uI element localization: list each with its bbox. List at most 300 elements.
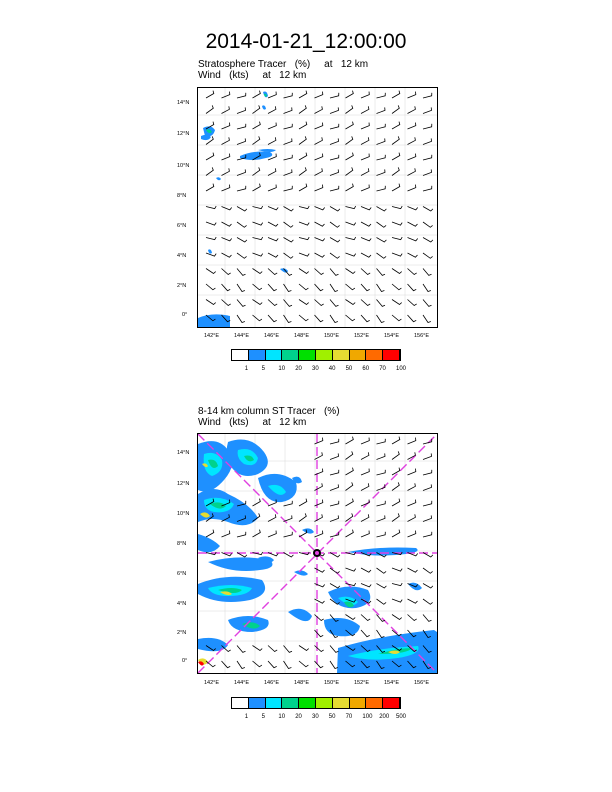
wind-barb: [408, 123, 416, 129]
wind-barb: [346, 451, 353, 459]
wind-barb: [361, 531, 369, 537]
wind-barb: [237, 238, 247, 243]
wind-barb: [284, 661, 292, 669]
tracer-patch: [302, 528, 314, 533]
wind-barb: [377, 107, 386, 113]
wind-barb: [361, 615, 370, 621]
wind-barb: [330, 269, 339, 276]
wind-barb: [392, 315, 401, 321]
wind-barbs: [206, 91, 433, 323]
wind-barb: [377, 501, 386, 506]
lon-label: 156°E: [414, 333, 430, 339]
wind-barb: [361, 568, 371, 572]
wind-barb: [346, 513, 353, 521]
wind-barb: [361, 137, 369, 144]
colorbar-2: [231, 697, 401, 709]
wind-barb: [392, 284, 401, 290]
wind-barb: [315, 438, 323, 444]
lat-label: 4°N: [177, 601, 187, 607]
colorbar-swatch: [366, 350, 383, 360]
wind-barb: [361, 123, 369, 129]
wind-barb: [330, 107, 339, 113]
colorbar-1: [231, 349, 401, 361]
panel2-title: 8-14 km column ST Tracer (%): [198, 406, 340, 417]
wind-barb: [222, 106, 230, 113]
wind-barb: [408, 438, 416, 444]
wind-barb: [361, 92, 369, 98]
wind-barb: [268, 238, 278, 241]
colorbar-label: 70: [345, 714, 353, 720]
wind-barb: [237, 222, 247, 227]
wind-barb: [408, 92, 416, 98]
wind-barb: [392, 206, 402, 209]
lat-label: 8°N: [177, 541, 187, 547]
wind-barb: [206, 269, 216, 274]
wind-barb: [423, 568, 433, 573]
tracer-patch: [262, 105, 266, 109]
wind-barb: [408, 615, 417, 621]
wind-barb: [299, 661, 308, 667]
wind-barb: [330, 470, 339, 475]
wind-barb: [315, 269, 324, 275]
wind-barb: [408, 168, 416, 175]
lon-label: 148°E: [294, 680, 310, 686]
wind-barb: [377, 138, 386, 144]
wind-barb: [423, 169, 432, 175]
wind-barb: [299, 499, 307, 506]
tracer-patch: [198, 534, 220, 552]
wind-barb: [330, 207, 340, 212]
wind-barb: [237, 253, 247, 258]
wind-barb: [253, 136, 260, 144]
wind-barb: [392, 269, 402, 274]
wind-barb: [299, 91, 307, 98]
tracer-patch: [216, 177, 221, 180]
colorbar-swatch: [383, 350, 400, 360]
wind-barb: [408, 185, 416, 191]
panel2-wind-title: Wind (kts) at 12 km: [198, 417, 307, 428]
wind-barb: [361, 630, 370, 637]
tracer-patch: [198, 314, 230, 327]
wind-barb: [346, 105, 353, 113]
wind-barb: [222, 137, 230, 144]
wind-barb: [315, 452, 323, 459]
colorbar-swatch: [249, 350, 266, 360]
lat-label: 2°N: [177, 283, 187, 289]
wind-barb: [299, 284, 308, 290]
lat-label: 6°N: [177, 571, 187, 577]
wind-barb: [377, 515, 386, 521]
wind-barb: [423, 155, 432, 160]
wind-barb: [361, 222, 371, 226]
colorbar-swatch: [350, 698, 367, 708]
colorbar-label: 50: [328, 714, 336, 720]
wind-barb: [377, 599, 387, 604]
wind-barb: [361, 207, 371, 210]
wind-barb: [392, 122, 400, 129]
lon-label: 146°E: [264, 333, 280, 339]
panel1-wind-title: Wind (kts) at 12 km: [198, 70, 307, 81]
wind-barb: [408, 137, 416, 144]
wind-barb: [315, 584, 325, 587]
wind-barb: [206, 167, 213, 175]
wind-barb: [408, 106, 416, 113]
wind-barb: [330, 155, 339, 160]
wind-barb: [392, 468, 400, 475]
colorbar-swatch: [282, 350, 299, 360]
colorbar-label: 20: [295, 366, 302, 372]
wind-barb: [315, 568, 325, 572]
lat-label: 0°: [182, 312, 188, 318]
wind-barb: [408, 568, 418, 572]
wind-barb: [423, 207, 433, 212]
lon-label: 146°E: [264, 680, 280, 686]
tracer-patch: [288, 609, 312, 621]
wind-barb: [268, 106, 276, 113]
wind-barb: [315, 661, 324, 668]
wind-barb: [315, 92, 323, 98]
lat-label: 4°N: [177, 253, 187, 259]
lon-label: 148°E: [294, 333, 310, 339]
wind-barb: [346, 122, 354, 129]
wind-barb: [346, 482, 353, 490]
wind-barb: [346, 136, 353, 144]
colorbar-label: 200: [379, 714, 390, 720]
lon-label: 154°E: [384, 680, 400, 686]
wind-barb: [408, 315, 417, 322]
wind-barb: [299, 153, 307, 160]
wind-barb: [377, 300, 386, 307]
lat-label: 10°N: [177, 163, 190, 169]
lon-label: 156°E: [414, 680, 430, 686]
wind-barb: [206, 300, 216, 305]
wind-barb: [237, 269, 246, 276]
wind-barb: [346, 437, 354, 444]
wind-barb: [361, 168, 369, 175]
wind-barb: [237, 169, 246, 175]
wind-barb: [361, 106, 369, 113]
wind-barb: [315, 315, 324, 322]
wind-barb: [408, 599, 418, 603]
colorbar-swatch: [266, 350, 283, 360]
lat-label: 10°N: [177, 511, 190, 517]
wind-barb: [253, 315, 262, 321]
wind-barb: [253, 122, 261, 129]
wind-barb: [346, 315, 355, 321]
wind-barb: [299, 513, 306, 521]
wind-barb: [423, 269, 432, 276]
wind-barb: [315, 615, 324, 621]
wind-barb: [346, 499, 354, 506]
wind-barb: [423, 186, 432, 191]
wind-barb: [361, 253, 371, 257]
wind-barb: [330, 169, 339, 175]
panel1-title: Stratosphere Tracer (%) at 12 km: [198, 59, 369, 70]
wind-barb: [423, 515, 432, 521]
wind-barb: [206, 222, 216, 225]
wind-barb: [268, 168, 276, 175]
lat-label: 14°N: [177, 450, 190, 456]
wind-barb: [299, 105, 306, 113]
wind-barb: [330, 501, 339, 506]
lon-label: 142°E: [204, 680, 220, 686]
wind-barb: [423, 138, 432, 144]
lon-label: 154°E: [384, 333, 400, 339]
wind-barb: [346, 206, 356, 209]
wind-barb: [392, 222, 402, 225]
colorbar-swatch: [266, 698, 283, 708]
wind-barb: [284, 284, 292, 292]
wind-barb: [423, 284, 431, 292]
wind-barb: [315, 514, 323, 521]
wind-barb: [377, 439, 386, 444]
wind-barb: [222, 168, 230, 175]
wind-barb: [237, 138, 246, 144]
wind-barb: [423, 599, 433, 604]
wind-barb: [253, 91, 261, 98]
wind-barb: [268, 284, 277, 291]
wind-barb: [361, 154, 369, 160]
wind-barb: [392, 91, 400, 98]
wind-barb: [408, 500, 416, 506]
wind-barb: [206, 253, 216, 256]
wind-barb: [237, 93, 246, 98]
wind-barb: [346, 300, 356, 305]
wind-barb: [330, 453, 339, 459]
wind-barb: [330, 646, 339, 653]
panel2-svg: [198, 434, 437, 673]
wind-barb: [392, 105, 399, 113]
wind-barb: [253, 167, 260, 175]
wind-barb: [408, 222, 418, 226]
wind-barb: [222, 300, 231, 306]
wind-barb: [392, 437, 400, 444]
wind-barb: [299, 253, 309, 256]
wind-barb: [315, 630, 324, 637]
wind-barb: [392, 615, 402, 620]
wind-barb: [408, 207, 418, 210]
wind-barb: [346, 583, 356, 586]
wind-barb: [423, 615, 432, 622]
wind-barb: [361, 584, 371, 587]
wind-barb: [408, 269, 417, 275]
wind-barb: [222, 207, 232, 210]
wind-barb: [206, 91, 214, 98]
wind-barb: [315, 469, 323, 475]
wind-barb: [392, 136, 399, 144]
wind-barb: [423, 584, 433, 589]
wind-barb: [237, 284, 245, 292]
wind-barb: [392, 482, 399, 490]
wind-barb: [330, 238, 340, 243]
wind-barb: [268, 253, 278, 257]
lat-label: 14°N: [177, 100, 190, 106]
wind-barb: [315, 123, 323, 129]
wind-barb: [315, 137, 323, 144]
lat-label: 12°N: [177, 481, 190, 487]
wind-barb: [330, 284, 338, 292]
wind-barb: [346, 615, 356, 620]
wind-barb: [330, 315, 338, 323]
wind-barb: [423, 315, 431, 323]
wind-barb: [361, 315, 370, 322]
wind-barb: [423, 453, 432, 459]
colorbar-label: 100: [362, 714, 373, 720]
wind-barb: [330, 515, 339, 521]
lon-label: 152°E: [354, 680, 370, 686]
wind-barb: [377, 253, 387, 258]
wind-barb: [315, 253, 325, 257]
wind-barb: [253, 222, 263, 225]
colorbar-label: 30: [312, 714, 319, 720]
wind-barb: [361, 514, 369, 521]
wind-barb: [330, 186, 339, 191]
wind-barb: [299, 237, 309, 240]
wind-barb: [346, 153, 354, 160]
wind-barb: [268, 123, 276, 129]
wind-barb: [377, 470, 386, 475]
colorbar-swatch: [316, 350, 333, 360]
colorbar-2-labels: [231, 714, 407, 724]
lon-label: 152°E: [354, 333, 370, 339]
wind-barb: [299, 646, 309, 651]
wind-barb: [361, 452, 369, 459]
wind-barb: [206, 105, 213, 113]
wind-barb: [408, 483, 416, 490]
wind-barb: [377, 169, 386, 175]
wind-barb: [392, 153, 400, 160]
wind-barb: [315, 207, 325, 210]
wind-barb: [408, 514, 416, 521]
wind-barb: [361, 469, 369, 475]
wind-barb: [222, 185, 230, 191]
wind-barb: [315, 222, 325, 226]
wind-barb: [330, 124, 339, 129]
wind-barb: [423, 238, 433, 243]
wind-barb: [268, 137, 276, 144]
wind-barb: [253, 269, 263, 274]
wind-barb: [408, 253, 418, 257]
wind-barb: [377, 207, 387, 212]
wind-barb: [206, 184, 214, 191]
panel1-map: [197, 87, 438, 328]
wind-barb: [315, 154, 323, 160]
wind-barb: [299, 167, 306, 175]
wind-barb: [346, 284, 355, 290]
panel1-svg: [198, 88, 437, 327]
tracer-patch: [208, 249, 212, 253]
wind-barb: [206, 530, 214, 537]
wind-barb: [330, 222, 340, 227]
lat-label: 8°N: [177, 193, 187, 199]
wind-barb: [377, 315, 385, 323]
colorbar-swatch: [299, 698, 316, 708]
wind-barb: [315, 284, 324, 291]
wind-barb: [377, 532, 386, 537]
wind-barb: [392, 184, 400, 191]
wind-barb: [315, 500, 323, 506]
wind-barb: [361, 185, 369, 191]
wind-barb: [237, 186, 246, 191]
wind-barb: [377, 484, 386, 490]
wind-barb: [346, 167, 353, 175]
wind-barb: [299, 136, 306, 144]
colorbar-label: 20: [295, 714, 302, 720]
wind-barb: [206, 153, 214, 160]
colorbar-label: 10: [278, 366, 286, 372]
wind-barb: [237, 646, 246, 653]
colorbar-label: 5: [261, 714, 265, 720]
wind-barb: [222, 269, 231, 275]
wind-barb: [237, 661, 245, 669]
wind-barb: [284, 315, 292, 323]
wind-barb: [346, 269, 356, 274]
tracer-patches-light: [206, 94, 267, 133]
wind-barb: [408, 300, 417, 306]
wind-barb: [268, 222, 278, 226]
wind-barb: [346, 253, 356, 256]
wind-barb: [222, 123, 230, 129]
wind-barb: [361, 269, 370, 275]
panel2-map: [197, 433, 438, 674]
wind-barb: [268, 92, 276, 98]
colorbar-swatch: [316, 698, 333, 708]
wind-barb: [299, 300, 309, 305]
wind-barb: [222, 222, 232, 226]
lat-label: 2°N: [177, 630, 187, 636]
wind-barb: [268, 185, 276, 191]
tracer-patch: [324, 618, 360, 636]
wind-barb: [423, 532, 432, 537]
colorbar-swatch: [232, 350, 249, 360]
wind-barb: [377, 238, 387, 243]
wind-barb: [237, 532, 246, 537]
wind-barb: [253, 530, 261, 537]
wind-barb: [253, 300, 263, 305]
wind-barb: [392, 513, 399, 521]
colorbar-label: 10: [278, 714, 286, 720]
wind-barb: [253, 253, 263, 256]
lon-label: 144°E: [234, 680, 250, 686]
wind-barb: [392, 499, 400, 506]
wind-barb: [330, 93, 339, 98]
wind-barb: [392, 583, 402, 586]
wind-barb: [361, 284, 370, 291]
wind-barb: [315, 531, 323, 537]
lon-label: 144°E: [234, 333, 250, 339]
colorbar-label: 1: [244, 366, 249, 372]
wind-barb: [408, 284, 417, 291]
wind-barb: [330, 568, 340, 573]
wind-barb: [408, 154, 416, 160]
wind-barb: [423, 253, 433, 258]
wind-barb: [392, 451, 399, 459]
wind-barb: [377, 284, 385, 292]
wind-barb: [315, 106, 323, 113]
map-title: 2014-01-21_12:00:00: [205, 30, 407, 53]
wind-barb: [253, 237, 263, 240]
wind-barb: [423, 501, 432, 506]
wind-barb: [361, 238, 371, 241]
wind-barb: [299, 315, 308, 321]
wind-barb: [299, 122, 307, 129]
wind-barb: [377, 93, 386, 98]
wind-barb: [330, 661, 338, 669]
wind-barb: [392, 300, 402, 305]
wind-barb: [268, 531, 276, 537]
wind-barb: [268, 514, 276, 521]
colorbar-swatch: [350, 350, 367, 360]
